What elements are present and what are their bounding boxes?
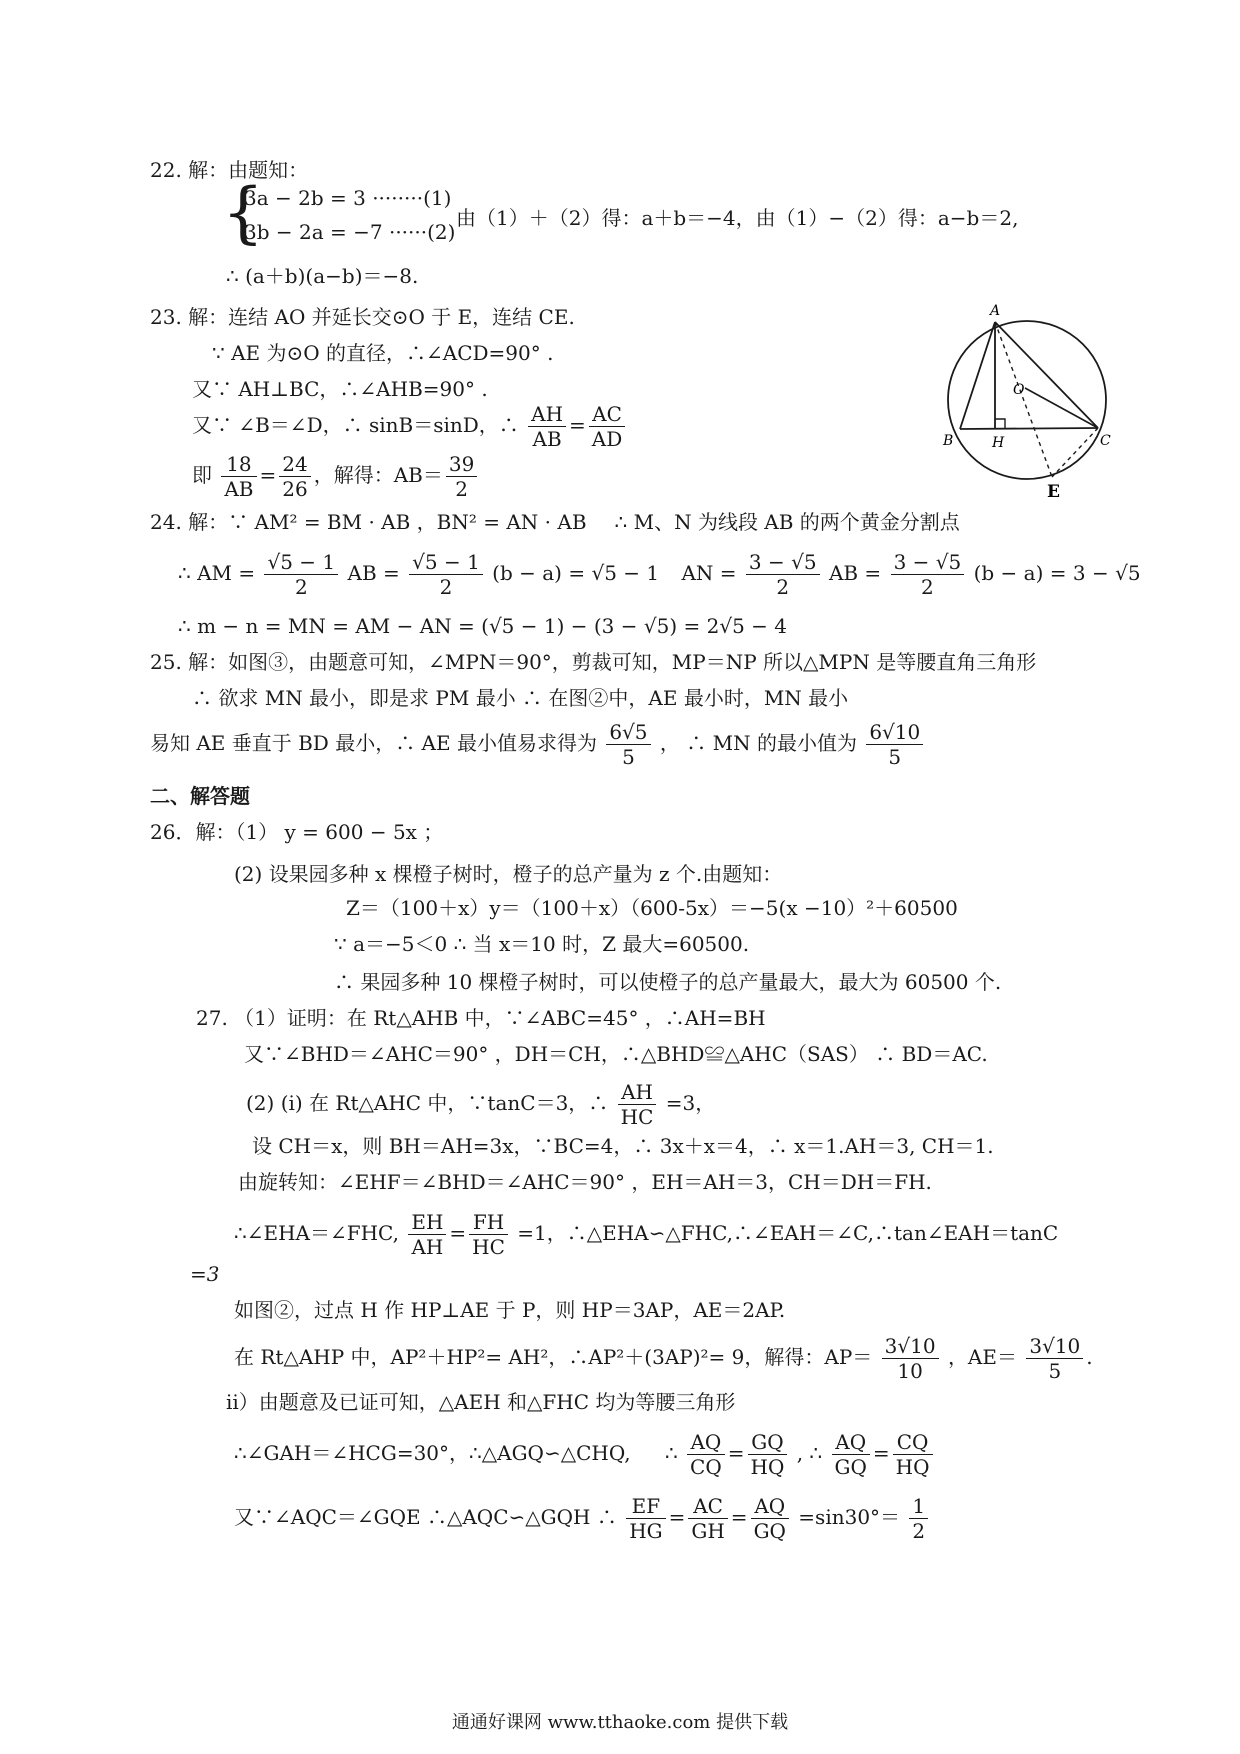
segment-ae-dashed: [995, 322, 1052, 477]
fraction-one-half: $\frac{1}{2}$: [909, 1494, 928, 1543]
label-o: O: [1013, 382, 1025, 398]
label-a: A: [990, 303, 1001, 319]
circle-o: [948, 321, 1106, 479]
label-h: H: [992, 435, 1005, 451]
q25-line3: 易知 AE 垂直于 BD 最小，∴ AE 最小值易求得为 $\frac{6√5}{5}$ ， ∴ MN 的最小值为 $\frac{6√10}{5}$: [150, 720, 926, 769]
fraction-6sqrt10-5: $\frac{6√10}{5}$: [866, 720, 923, 769]
fraction-golden-3: $\frac{3 - √5}{2}$: [746, 550, 820, 599]
q22-derive: 由（1）＋（2）得：a＋b＝−4，由（1）−（2）得：a−b＝2,: [456, 206, 1019, 230]
q23-line3: 又∵ AH⊥BC，∴∠AHB=90° .: [192, 377, 488, 401]
q24-line2: ∴ AM = $\frac{√5 - 1}{2}$ AB = $\frac{√5 - 1}{2}$ (b − a) = √5 − 1 AN = $\frac{3 - √5}{2}$ AB = $\frac{3 - √5}{2}$ (b − a) = 3 − √5: [178, 550, 1141, 599]
fraction-6sqrt5-5: $\frac{6√5}{5}$: [606, 720, 650, 769]
fraction-3sqrt10-5: $\frac{3√10}{5}$: [1026, 1334, 1083, 1383]
segment-ce-dashed: [1052, 428, 1098, 477]
segment-ac: [995, 322, 1098, 428]
q27-line8: 如图②，过点 H 作 HP⊥AE 于 P，则 HP＝3AP，AE＝2AP.: [234, 1298, 786, 1322]
fraction-ah-hc: $\frac{AH}{HC}$: [618, 1080, 657, 1129]
segment-oc: [1025, 388, 1098, 428]
q27-line7: =3: [190, 1262, 220, 1286]
fraction-ah-ab: $\frac{AH}{AB}$: [528, 402, 566, 451]
fraction-aq-cq: $\frac{AQ}{CQ}$: [687, 1430, 725, 1479]
q27-line4: 设 CH＝x，则 BH＝AH=3x，∵BC=4，∴ 3x＋x＝4，∴ x＝1.AH＝3, CH＝1.: [252, 1134, 994, 1158]
q27-line10: ⅱ）由题意及已证可知，△AEH 和△FHC 均为等腰三角形: [226, 1390, 736, 1414]
fraction-ac-ad: $\frac{AC}{AD}$: [589, 402, 625, 451]
brace-icon: {: [222, 174, 264, 251]
q23-line5: 即 $\frac{18}{AB}$ = $\frac{24}{26}$ ，解得：AB＝ $\frac{39}{2}$: [192, 452, 480, 501]
q22-eq1: 3a − 2b = 3 ········(1): [244, 186, 452, 210]
fraction-aq-gq: $\frac{AQ}{GQ}$: [832, 1430, 870, 1479]
fraction-fh-hc: $\frac{FH}{HC}$: [469, 1210, 508, 1259]
q23-line4-text: 又∵ ∠B＝∠D，∴ sinB＝sinD，∴: [192, 413, 519, 437]
fraction-golden-1: $\frac{√5 - 1}{2}$: [264, 550, 338, 599]
q25-line1: 25. 解：如图③，由题意可知，∠MPN＝90°，剪裁可知，MP＝NP 所以△MPN 是等腰直角三角形: [150, 650, 1037, 674]
q26-line5: ∴ 果园多种 10 棵橙子树时，可以使橙子的总产量最大，最大为 60500 个.: [334, 970, 1002, 994]
section-heading: 二、解答题: [150, 784, 250, 808]
q22-head: 22. 解：由题知：: [150, 158, 309, 182]
fraction-24-26: $\frac{24}{26}$: [279, 452, 310, 501]
q26-line4: ∵ a＝−5＜0 ∴ 当 x＝10 时，Z 最大=60500.: [334, 932, 750, 956]
q23-circle-figure: [935, 303, 1115, 503]
q26-line1: 26．解：（1） y = 600 − 5x ；: [150, 820, 444, 844]
fraction-golden-2: $\frac{√5 - 1}{2}$: [409, 550, 483, 599]
fraction-gq-hq: $\frac{GQ}{HQ}$: [748, 1430, 788, 1479]
q23-line2: ∵ AE 为⊙O 的直径，∴∠ACD=90° .: [212, 341, 554, 365]
q22-eq2: 3b − 2a = −7 ······(2): [244, 220, 456, 244]
fraction-18-ab: $\frac{18}{AB}$: [221, 452, 256, 501]
q22-result: ∴ (a＋b)(a−b)＝−8.: [226, 264, 419, 288]
q27-line1: 27. （1）证明：在 Rt△AHB 中，∵∠ABC=45° ，∴AH=BH: [196, 1006, 766, 1030]
fraction-golden-4: $\frac{3 - √5}{2}$: [891, 550, 965, 599]
q26-line3: Z＝（100＋x）y＝（100＋x）（600-5x）＝−5(x −10）²＋60500: [346, 896, 958, 920]
fraction-ef-hg: $\frac{EF}{HG}$: [626, 1494, 665, 1543]
fraction-cq-hq: $\frac{CQ}{HQ}$: [893, 1430, 933, 1479]
fraction-aq-gq-2: $\frac{AQ}{GQ}$: [751, 1494, 789, 1543]
q26-line2: (2) 设果园多种 x 棵橙子树时，橙子的总产量为 z 个.由题知：: [234, 862, 783, 886]
q27-line2: 又∵∠BHD＝∠AHC＝90° ，DH＝CH，∴△BHD≌△AHC（SAS） ∴ BD＝AC.: [244, 1042, 988, 1066]
q24-line1: 24. 解：∵ AM² = BM · AB ，BN² = AN · AB ∴ M、N 为线段 AB 的两个黄金分割点: [150, 510, 960, 534]
q23-line1: 23. 解：连结 AO 并延长交⊙O 于 E，连结 CE.: [150, 305, 575, 329]
footer-download-credit: 通通好课网 www.tthaoke.com 提供下载: [451, 1712, 789, 1733]
q25-line2: ∴ 欲求 MN 最小，即是求 PM 最小 ∴ 在图②中，AE 最小时，MN 最小: [192, 686, 849, 710]
q24-line3: ∴ m − n = MN = AM − AN = (√5 − 1) − (3 − √5) = 2√5 − 4: [178, 614, 788, 638]
fraction-39-2: $\frac{39}{2}$: [446, 452, 477, 501]
q27-line3: (2) (ⅰ) 在 Rt△AHC 中，∵tanC＝3，∴ $\frac{AH}{HC}$ =3，: [246, 1080, 716, 1129]
right-angle-mark: [995, 419, 1005, 429]
q27-line11: ∴∠GAH＝∠HCG=30°，∴△AGQ∽△CHQ, ∴ $\frac{AQ}{CQ}$ = $\frac{GQ}{HQ}$ , ∴ $\frac{AQ}{GQ}$ = $\frac{CQ}{HQ}$: [234, 1430, 936, 1479]
fraction-eh-ah: $\frac{EH}{AH}$: [408, 1210, 446, 1259]
fraction-ac-gh: $\frac{AC}{GH}$: [688, 1494, 727, 1543]
q27-line9: 在 Rt△AHP 中，AP²＋HP²= AH²，∴AP²＋(3AP)²= 9，解得：AP＝ $\frac{3√10}{10}$ ，AE＝ $\frac{3√10}{5}$ .: [234, 1334, 1093, 1383]
label-e: E: [1047, 482, 1060, 502]
q27-line6: ∴∠EHA＝∠FHC, $\frac{EH}{AH}$ = $\frac{FH}{HC}$ =1，∴△EHA∽△FHC,∴∠EAH＝∠C,∴tan∠EAH＝tanC: [234, 1210, 1059, 1259]
label-c: C: [1100, 433, 1111, 449]
fraction-3sqrt10-10: $\frac{3√10}{10}$: [882, 1334, 939, 1383]
q27-line12: 又∵∠AQC＝∠GQE ∴△AQC∽△GQH ∴ $\frac{EF}{HG}$ = $\frac{AC}{GH}$ = $\frac{AQ}{GQ}$ =sin30°＝ $\frac{1}{2}$: [234, 1494, 931, 1543]
q23-line4: 又∵ ∠B＝∠D，∴ sinB＝sinD，∴ $\frac{AH}{AB}$ = $\frac{AC}{AD}$: [192, 402, 628, 451]
segment-bc: [960, 428, 1098, 429]
q27-line5: 由旋转知：∠EHF＝∠BHD＝∠AHC＝90° ，EH＝AH＝3，CH＝DH＝FH.: [238, 1170, 932, 1194]
label-b: B: [943, 433, 954, 449]
